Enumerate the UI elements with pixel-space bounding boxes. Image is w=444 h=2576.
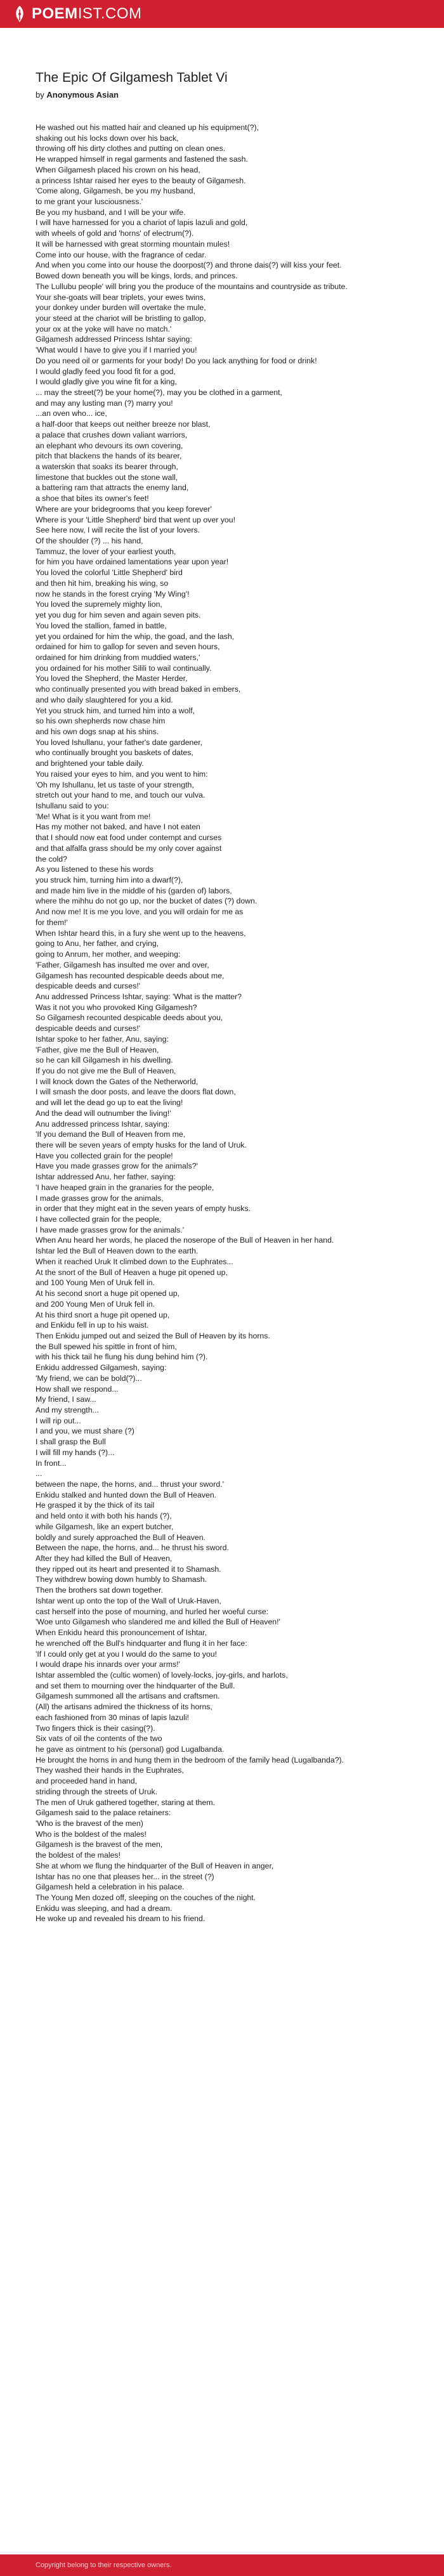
- poem-line: Where are your bridegrooms that you keep forever': [36, 504, 212, 514]
- poem-line: And my strength...: [36, 1405, 99, 1414]
- poem-line: you ordained for his mother Silili to wail continually.: [36, 663, 212, 673]
- poem-line: and Enkidu fell in up to his waist.: [36, 1321, 149, 1330]
- poem-line: throwing off his dirty clothes and putting on clean ones.: [36, 144, 226, 153]
- poem-line: so he can kill Gilgamesh in his dwelling.: [36, 1056, 173, 1065]
- poem-line: Gilgamesh said to the palace retainers:: [36, 1808, 171, 1818]
- poem-line: I made grasses grow for the animals,: [36, 1193, 164, 1203]
- poem-line: while Gilgamesh, like an expert butcher,: [36, 1522, 174, 1531]
- poem-line: that I should now eat food under contempt and curses: [36, 833, 222, 843]
- poem-line: He washed out his matted hair and cleaned up his equipment(?),: [36, 123, 259, 132]
- poem-line: They washed their hands in the Euphrates,: [36, 1766, 184, 1775]
- poem-line: I would drape his innards over your arms!': [36, 1660, 180, 1669]
- poem-content: [0, 28, 444, 1924]
- poem-line: Of the shoulder (?) ... his hand,: [36, 536, 143, 546]
- poem-line: Gilgamesh is the bravest of the men,: [36, 1840, 163, 1849]
- poem-line: I will fill my hands (?)...: [36, 1447, 115, 1457]
- poem-line: and then hit him, breaking his wing, so: [36, 578, 169, 588]
- poem-line: ordained for him drinking from muddied waters,': [36, 652, 200, 662]
- poem-line: Come into our house, with the fragrance of cedar.: [36, 250, 207, 259]
- poem-line: The Lullubu people' will bring you the produce of the mountains and countryside as tribute.: [36, 282, 348, 291]
- poem-line: limestone that buckles out the stone wall,: [36, 472, 178, 482]
- poem-line: I shall grasp the Bull: [36, 1437, 106, 1447]
- poem-line: for them!': [36, 917, 68, 927]
- poem-line: My friend, I saw...: [36, 1395, 96, 1404]
- poem-line: Tammuz, the lover of your earliest youth,: [36, 547, 176, 556]
- poem-line: He woke up and revealed his dream to his friend.: [36, 1914, 206, 1924]
- poem-line: I would gladly feed you food fit for a god,: [36, 366, 176, 376]
- poem-line: You loved the supremely mighty lion,: [36, 600, 162, 609]
- poem-line: Ishtar addressed Anu, her father, saying:: [36, 1172, 176, 1182]
- poem-line: Has my mother not baked, and have I not eaten: [36, 822, 200, 832]
- poem-line: So Gilgamesh recounted despicable deeds about you,: [36, 1013, 223, 1023]
- poem-line: 'Father, give me the Bull of Heaven,: [36, 1045, 159, 1054]
- poem-line: pitch that blackens the hands of its bearer,: [36, 451, 182, 461]
- quill-icon: [13, 5, 27, 23]
- poem-line: there will be seven years of empty husks for the land of Uruk.: [36, 1141, 247, 1149]
- poem-line: I will knock down the Gates of the Netherworld,: [36, 1077, 199, 1086]
- poem-line: Have you made grasses grow for the animals?': [36, 1162, 198, 1171]
- poem-line: a shoe that bites its owner's feet!: [36, 494, 149, 503]
- poem-line: You raised your eyes to him, and you went to him:: [36, 769, 208, 779]
- poem-line: Gilgamesh has recounted despicable deeds about me,: [36, 971, 225, 980]
- poem-line: 'Me! What is it you want from me!: [36, 812, 151, 821]
- poem-line: and 200 Young Men of Uruk fell in.: [36, 1299, 155, 1309]
- poem-line: and his own dogs snap at his shins.: [36, 727, 159, 736]
- poem-line: Enkidu addressed Gilgamesh, saying:: [36, 1363, 167, 1373]
- poem-line: your donkey under burden will overtake the mule,: [36, 303, 206, 313]
- poem-line: 'Who is the bravest of the men): [36, 1819, 143, 1828]
- poem-line: Enkidu stalked and hunted down the Bull of Heaven.: [36, 1490, 217, 1499]
- poem-line: and that alfalfa grass should be my only cover against: [36, 843, 222, 853]
- poem-line: In front...: [36, 1458, 67, 1468]
- poem-line: It will be harnessed with great storming mountain mules!: [36, 239, 230, 249]
- poem-line: Do you need oil or garments for your body! Do you lack anything for food or drink!: [36, 356, 317, 365]
- poem-line: so his own shepherds now chase him: [36, 716, 166, 726]
- poem-line: Yet you struck him, and turned him into a wolf,: [36, 706, 195, 715]
- poem-line: ... may the street(?) be your home(?), may you be clothed in a garment,: [36, 387, 282, 397]
- poem-line: Ishullanu said to you:: [36, 801, 109, 810]
- poem-line: Then Enkidu jumped out and seized the Bull of Heaven by its horns.: [36, 1331, 270, 1340]
- poem-line: yet you dug for him seven and again seven pits.: [36, 611, 201, 620]
- poem-line: They withdrew bowing down humbly to Shamash.: [36, 1575, 207, 1584]
- poem-line: At his third snort a huge pit opened up,: [36, 1310, 170, 1319]
- poem-line: 'Come along, Gilgamesh, be you my husband,: [36, 186, 195, 196]
- poem-line: ...an oven who... ice,: [36, 409, 107, 418]
- poem-line: with his thick tail he flung his dung behind him (?).: [36, 1352, 208, 1362]
- poem-line: and made him live in the middle of his (garden of) labors,: [36, 886, 232, 895]
- poem-line: now he stands in the forest crying 'My Wing'!: [36, 589, 190, 599]
- poem-line: When Enkidu heard this pronouncement of Ishtar,: [36, 1628, 207, 1638]
- poem-line: the Bull spewed his spittle in front of him,: [36, 1342, 177, 1351]
- poem-line: and may any lusting man (?) marry you!: [36, 398, 173, 408]
- poem-line: Where is your 'Little Shepherd' bird that went up over you!: [36, 515, 236, 524]
- poem-line: 'I have heaped grain in the granaries for the people,: [36, 1182, 214, 1192]
- poem-line: boldly and surely approached the Bull of Heaven.: [36, 1532, 206, 1542]
- poem-line: Ishtar spoke to her father, Anu, saying:: [36, 1034, 169, 1044]
- poem-line: to me grant your lusciousness.': [36, 197, 143, 207]
- poem-line: How shall we respond...: [36, 1384, 119, 1394]
- poem-line: (All) the artisans admired the thickness of its horns,: [36, 1702, 212, 1712]
- poem-line: striding through the streets of Uruk.: [36, 1787, 158, 1796]
- poem-line: The Young Men dozed off, sleeping on the couches of the night.: [36, 1893, 256, 1903]
- poem-line: Two fingers thick is their casing(?).: [36, 1723, 155, 1733]
- poem-line: When Ishtar heard this, in a fury she went up to the heavens,: [36, 928, 246, 938]
- poem-line: 'What would I have to give you if I married you!: [36, 346, 197, 355]
- poem-line: When Gilgamesh placed his crown on his head,: [36, 165, 200, 174]
- poem-line: stretch out your hand to me, and touch our vulva.: [36, 791, 206, 800]
- poem-line: in order that they might eat in the seven years of empty husks.: [36, 1204, 251, 1214]
- logo-text-light: IST.COM: [77, 5, 142, 22]
- poem-line: a palace that crushes down valiant warriors,: [36, 430, 188, 439]
- poem-line: I will rip out...: [36, 1416, 81, 1425]
- poem-byline: [36, 90, 408, 100]
- poem-line: I would gladly give you wine fit for a king,: [36, 377, 177, 387]
- poem-line: He wrapped himself in regal garments and fastened the sash.: [36, 155, 248, 164]
- poem-line: you struck him, turning him into a dwarf(?),: [36, 876, 183, 885]
- poem-line: When Anu heard her words, he placed the noserope of the Bull of Heaven in her hand.: [36, 1236, 334, 1245]
- poem-line: yet you ordained for him the whip, the goad, and the lash,: [36, 631, 235, 641]
- poem-line: I and you, we must share (?): [36, 1427, 134, 1436]
- poem-line: they ripped out its heart and presented it to Shamash.: [36, 1564, 221, 1574]
- poem-line: ordained for him to gallop for seven and seven hours,: [36, 642, 220, 652]
- poem-line: Then the brothers sat down together.: [36, 1586, 163, 1595]
- poem-line: Your she-goats will bear triplets, your ewes twins,: [36, 292, 206, 302]
- poem-line: You loved the Shepherd, the Master Herder,: [36, 674, 188, 683]
- poem-line: If you do not give me the Bull of Heaven,: [36, 1066, 176, 1075]
- poem-line: Who is the boldest of the males!: [36, 1829, 147, 1839]
- poem-line: 'Woe unto Gilgamesh who slandered me and killed the Bull of Heaven!': [36, 1617, 280, 1627]
- poem-line: who continually brought you baskets of dates,: [36, 748, 193, 758]
- poem-line: 'If you demand the Bull of Heaven from me,: [36, 1130, 186, 1139]
- poem-line: the boldest of the males!: [36, 1851, 121, 1860]
- poem-line: Enkidu was sleeping, and had a dream.: [36, 1903, 173, 1913]
- poem-line: a princess Ishtar raised her eyes to the beauty of Gilgamesh.: [36, 176, 246, 185]
- poem-line: At the snort of the Bull of Heaven a huge pit opened up,: [36, 1267, 228, 1277]
- poem-line: Ishtar has no one that pleases her... in the street (?): [36, 1872, 214, 1881]
- poem-line: a half-door that keeps out neither breeze nor blast,: [36, 420, 211, 429]
- poem-line: cast herself into the pose of mourning, and hurled her woeful curse:: [36, 1607, 269, 1616]
- poem-title: The Epic Of Gilgamesh Tablet Vi: [36, 70, 228, 85]
- poem-line: When it reached Uruk It climbed down to the Euphrates...: [36, 1257, 233, 1266]
- by-label: by: [36, 90, 44, 100]
- poem-line: After they had killed the Bull of Heaven,: [36, 1554, 173, 1563]
- poem-line: You loved the stallion, famed in battle,: [36, 621, 167, 630]
- poem-line: Six vats of oil the contents of the two: [36, 1734, 162, 1744]
- poem-line: and held onto it with both his hands (?),: [36, 1511, 172, 1521]
- author-link[interactable]: Anonymous Asian: [46, 90, 119, 100]
- poem-line: and who daily slaughtered for you a kid.: [36, 695, 173, 704]
- poem-line: Ishtar assembled the (cultic women) of lovely-locks, joy-girls, and harlots,: [36, 1670, 288, 1680]
- poem-line: and will let the dead go up to eat the living!: [36, 1098, 183, 1108]
- poem-line: He grasped it by the thick of its tail: [36, 1501, 155, 1510]
- copyright-text: Copyright belong to their respective owners.: [36, 2561, 172, 2569]
- footer-bar: [0, 2554, 444, 2576]
- poem-line: shaking out his locks down over his back,: [36, 133, 179, 143]
- poem-line: She at whom we flung the hindquarter of the Bull of Heaven in anger,: [36, 1861, 274, 1870]
- poem-line: 'If I could only get at you I would do the same to you!: [36, 1649, 218, 1659]
- poem-line: And now me! It is me you love, and you will ordain for me as: [36, 907, 244, 917]
- poem-line: between the nape, the horns, and... thrust your sword.': [36, 1480, 224, 1489]
- poem-line: Ishtar led the Bull of Heaven down to the earth.: [36, 1246, 199, 1256]
- poem-line: You loved Ishullanu, your father's date gardener,: [36, 737, 203, 747]
- poem-line: Be you my husband, and I will be your wife.: [36, 207, 186, 217]
- logo-text-bold: POEM: [32, 5, 78, 22]
- poem-line: He brought the horns in and hung them in the bedroom of the family head (Lugalbanda?).: [36, 1755, 344, 1764]
- poem-line: Gilgamesh summoned all the artisans and craftsmen.: [36, 1692, 220, 1701]
- poem-line: I have collected grain for the people,: [36, 1215, 162, 1224]
- poem-line: Was it not you who provoked King Gilgamesh?: [36, 1002, 197, 1012]
- poem-line: I have made grasses grow for the animals.': [36, 1225, 185, 1234]
- poem-line: for him you have ordained lamentations year upon year!: [36, 557, 229, 567]
- poem-line: Anu addressed Princess Ishtar, saying: 'What is the matter?: [36, 992, 242, 1001]
- poem-line: See here now, I will recite the list of your lovers.: [36, 526, 200, 535]
- poem-line: who continually presented you with bread baked in embers,: [36, 685, 241, 694]
- poem-line: and 100 Young Men of Uruk fell in.: [36, 1278, 155, 1288]
- poem-line: Gilgamesh held a celebration in his palace.: [36, 1882, 185, 1892]
- poem-line: going to Anu, her father, and crying,: [36, 939, 159, 948]
- poem-line: despicable deeds and curses!': [36, 981, 141, 991]
- poem-line: and brightened your table daily.: [36, 759, 144, 768]
- poem-line: your steed at the chariot will be bristling to gallop,: [36, 313, 206, 323]
- poem-line: As you listened to these his words: [36, 865, 153, 874]
- poem-line: and set them to mourning over the hindquarter of the Bull.: [36, 1681, 235, 1690]
- poem-line: going to Anrum, her mother, and weeping:: [36, 950, 181, 959]
- poem-line: 'My friend, we can be bold(?)...: [36, 1373, 142, 1383]
- poem-line: he gave as ointment to his (personal) god Lugalbanda.: [36, 1744, 225, 1754]
- poem-line: each fashioned from 30 minas of lapis lazuli!: [36, 1712, 189, 1722]
- top-bar: [0, 0, 444, 28]
- poem-line: At his second snort a huge pit opened up,: [36, 1289, 180, 1298]
- poem-line: Between the nape, the horns, and... he thrust his sword.: [36, 1543, 229, 1553]
- poem-line: your ox at the yoke will have no match.': [36, 324, 172, 333]
- site-logo[interactable]: [13, 5, 142, 23]
- poem-line: 'Father, Gilgamesh has insulted me over and over,: [36, 960, 209, 969]
- poem-line: Anu addressed princess Ishtar, saying:: [36, 1119, 170, 1129]
- poem-line: I will have harnessed for you a chariot of lapis lazuli and gold,: [36, 218, 248, 228]
- poem-line: and proceeded hand in hand,: [36, 1777, 137, 1786]
- poem-line: And the dead will outnumber the living!': [36, 1108, 171, 1118]
- poem-line: Ishtar went up onto the top of the Wall of Uruk-Haven,: [36, 1596, 221, 1605]
- poem-line: Gilgamesh addressed Princess Ishtar saying:: [36, 335, 192, 344]
- poem-line: the cold?: [36, 854, 67, 864]
- poem-line: 'Oh my Ishullanu, let us taste of your strength,: [36, 780, 194, 789]
- poem-line: with wheels of gold and 'horns' of electrum(?).: [36, 229, 194, 238]
- poem-line: a waterskin that soaks its bearer through,: [36, 462, 178, 471]
- poem-line: And when you come into our house the doorpost(?) and throne dais(?) will kiss your feet.: [36, 261, 342, 270]
- poem-line: The men of Uruk gathered together, staring at them.: [36, 1797, 215, 1807]
- poem-line: You loved the colorful 'Little Shepherd' bird: [36, 568, 183, 578]
- poem-line: he wrenched off the Bull's hindquarter and flung it in her face:: [36, 1638, 247, 1648]
- poem-line: ...: [36, 1469, 42, 1479]
- poem-line: where the mihhu do not go up, nor the bucket of dates (?) down.: [36, 896, 258, 906]
- poem-line: an elephant who devours its own covering,: [36, 441, 183, 450]
- poem-line: I will smash the door posts, and leave the doors flat down,: [36, 1087, 236, 1097]
- poem-line: despicable deeds and curses!': [36, 1024, 141, 1033]
- poem-line: Have you collected grain for the people!: [36, 1151, 173, 1160]
- poem-line: Bowed down beneath you will be kings, lords, and princes.: [36, 271, 238, 281]
- poem-line: a battering ram that attracts the enemy land,: [36, 483, 189, 493]
- poem-body: [36, 122, 408, 1924]
